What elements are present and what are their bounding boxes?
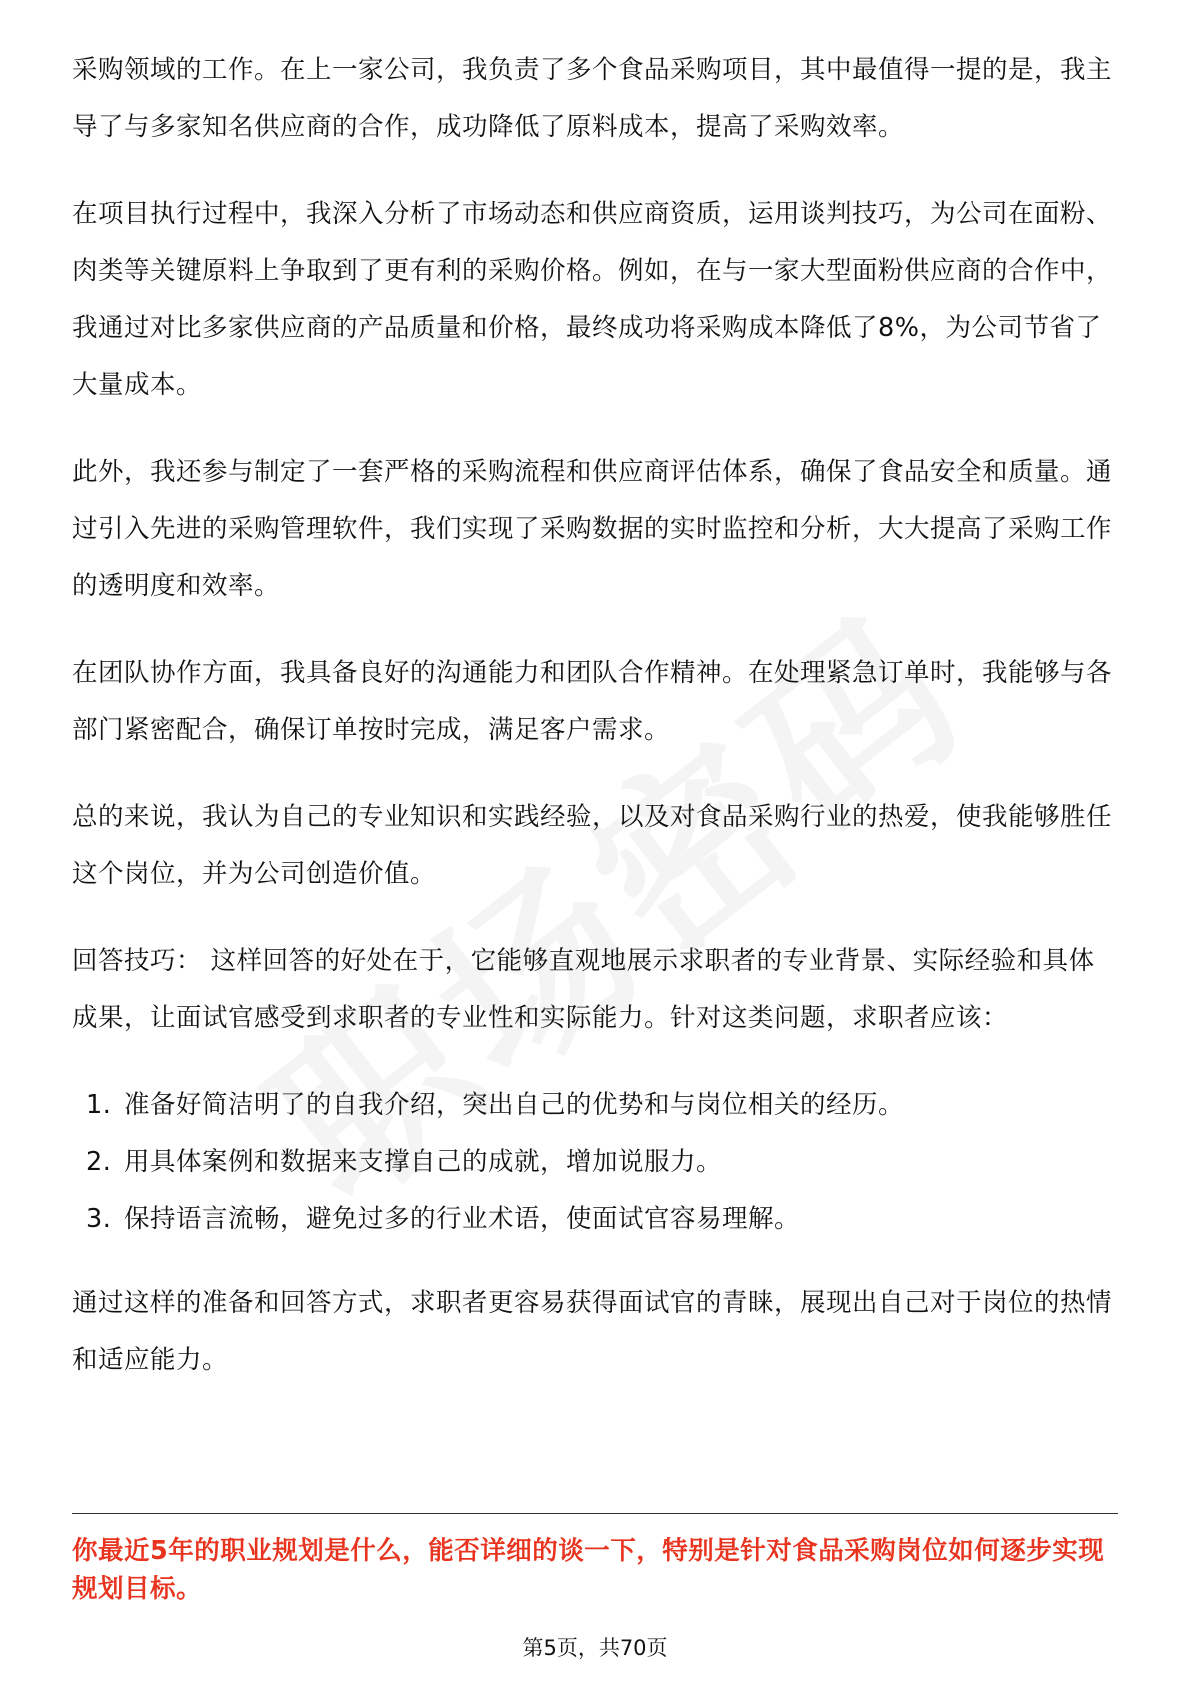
- page-footer: 第5页，共70页: [522, 1636, 668, 1660]
- list-item-text: 保持语言流畅，避免过多的行业术语，使面试官容易理解。: [124, 1204, 801, 1234]
- list-item-number: 2.: [86, 1147, 112, 1177]
- paragraph-process-system: 此外，我还参与制定了一套严格的采购流程和供应商评估体系，确保了食品安全和质量。通过引入先进的采购管理软件，我们实现了采购数据的实时监控和分析，大大提高了采购工作的透明度和效率。: [72, 457, 1113, 601]
- list-item-text: 用具体案例和数据来支撑自己的成就，增加说服力。: [124, 1147, 723, 1177]
- tips-list: [72, 1077, 1118, 1248]
- list-item: [72, 1077, 1118, 1134]
- paragraph-purchasing-experience: 采购领域的工作。在上一家公司，我负责了多个食品采购项目，其中最值得一提的是，我主导了与多家知名供应商的合作，成功降低了原料成本，提高了采购效率。: [72, 55, 1113, 142]
- document-body: [72, 42, 1118, 1419]
- list-item-text: 准备好简洁明了的自我介绍，突出自己的优势和与岗位相关的经历。: [124, 1090, 905, 1120]
- section-divider: [72, 1513, 1118, 1514]
- list-item-number: 3.: [86, 1204, 112, 1234]
- paragraph-teamwork: 在团队协作方面，我具备良好的沟通能力和团队合作精神。在处理紧急订单时，我能够与各部门紧密配合，确保订单按时完成，满足客户需求。: [72, 658, 1113, 745]
- list-item: [72, 1134, 1118, 1191]
- paragraph-closing: 通过这样的准备和回答方式，求职者更容易获得面试官的青睐，展现出自己对于岗位的热情和适应能力。: [72, 1288, 1113, 1375]
- next-question-heading: 你最近5年的职业规划是什么，能否详细的谈一下，特别是针对食品采购岗位如何逐步实现规划目标。: [72, 1536, 1105, 1604]
- list-item: [72, 1191, 1118, 1248]
- paragraph-answer-tips: 回答技巧： 这样回答的好处在于，它能够直观地展示求职者的专业背景、实际经验和具体成果，让面试官感受到求职者的专业性和实际能力。针对这类问题，求职者应该：: [72, 946, 1095, 1033]
- paragraph-project-execution: 在项目执行过程中，我深入分析了市场动态和供应商资质，运用谈判技巧，为公司在面粉、肉类等关键原料上争取到了更有利的采购价格。例如，在与一家大型面粉供应商的合作中，我通过对比多家供应商的产品质量和价格，最终成功将采购成本降低了8%，为公司节省了大量成本。: [72, 199, 1113, 400]
- paragraph-summary: 总的来说，我认为自己的专业知识和实践经验，以及对食品采购行业的热爱，使我能够胜任这个岗位，并为公司创造价值。: [72, 802, 1113, 889]
- list-item-number: 1.: [86, 1090, 112, 1120]
